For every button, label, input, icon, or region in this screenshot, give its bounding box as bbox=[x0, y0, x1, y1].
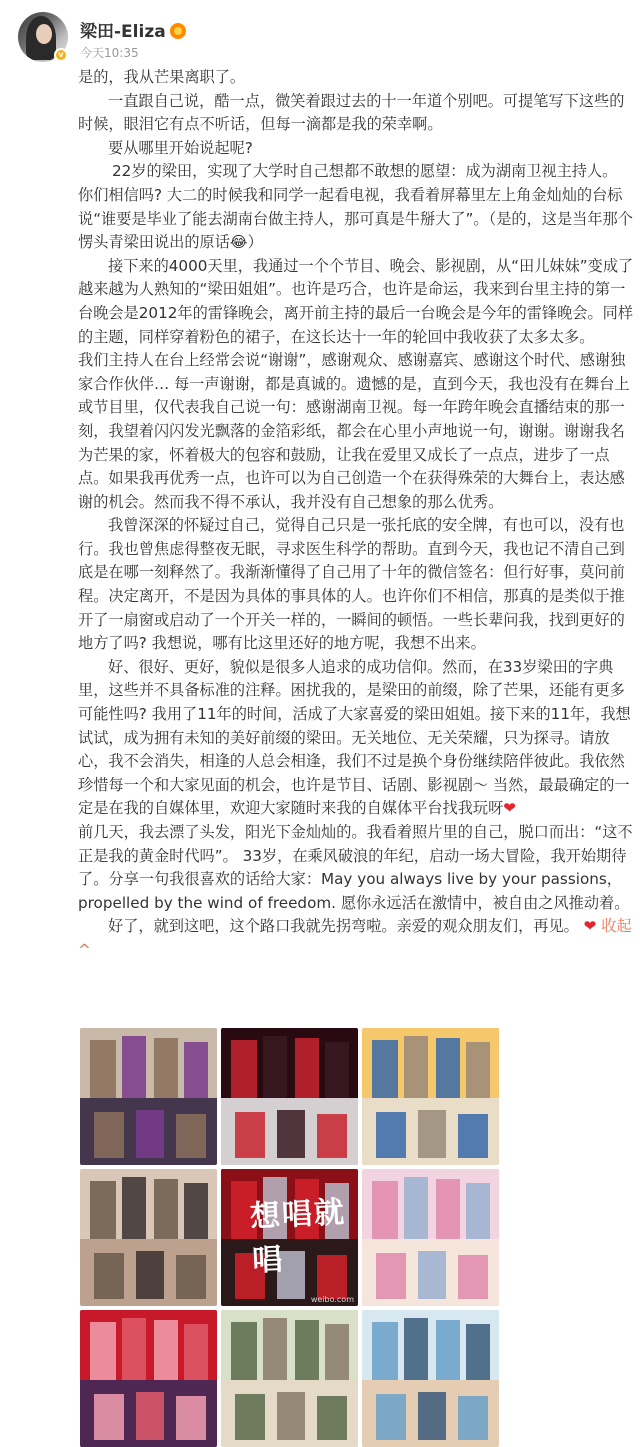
post-image[interactable] bbox=[80, 1310, 217, 1447]
post-content bbox=[78, 66, 634, 963]
post-paragraph bbox=[78, 137, 634, 161]
post-image[interactable] bbox=[221, 1028, 358, 1165]
post-paragraph bbox=[78, 821, 634, 915]
paragraph-text: 是的，我从芒果离职了。 bbox=[78, 68, 246, 86]
post-image[interactable] bbox=[221, 1169, 358, 1306]
paragraph-text: 我曾深深的怀疑过自己，觉得自己只是一张托底的安全牌，有也可以，没有也行。我也曾焦虑得整夜无眠，寻求医生科学的帮助。直到今天，我也记不清自己到底是在哪一刻释然了。我渐渐懂得了自己用了十年的微信签名：但行好事，莫问前程。决定离开，不是因为具体的事具体的人。也许你们不相信，那真的是类似于推开了一扇窗或启动了一个开关一样的，一瞬间的顿悟。一些长辈问我，找到更好的地方了吗? 我想说，哪有比这里还好的地方呢，我想不出来。 bbox=[78, 516, 625, 653]
verified-badge-icon: v bbox=[54, 48, 68, 62]
member-badge-icon bbox=[170, 23, 186, 39]
post-image[interactable] bbox=[80, 1028, 217, 1165]
paragraph-text: 我们主持人在台上经常会说“谢谢”，感谢观众、感谢嘉宾、感谢这个时代、感谢独家合作伙伴… 每一声谢谢，都是真诚的。遗憾的是，直到今天，我也没有在舞台上或节目里，仅代表我自己说一句：感谢湖南卫视。每一年跨年晚会直播结束的那一刻，我望着闪闪发光飘落的金箔彩纸，都会在心里小声地说一句，谢谢。谢谢我名为芒果的家，怀着极大的包容和鼓励，让我在爱里又成长了一点点，进步了一点点。如果我再优秀一点，也许可以为自己创造一个在获得殊荣的大舞台上，表达感谢的机会。然而我不得不承认，我并没有自己想象的那么优秀。 bbox=[78, 351, 630, 511]
post-image[interactable] bbox=[362, 1028, 499, 1165]
post-paragraph bbox=[78, 514, 634, 656]
image-watermark: weibo.com bbox=[310, 1295, 354, 1304]
heart-icon: ❤ bbox=[503, 799, 516, 818]
paragraph-text: 要从哪里开始说起呢? bbox=[108, 138, 253, 157]
post-paragraph bbox=[78, 160, 634, 254]
heart-icon: ❤ bbox=[578, 917, 602, 936]
post-paragraph bbox=[78, 255, 634, 349]
post-paragraph bbox=[78, 349, 634, 514]
post-image[interactable] bbox=[362, 1310, 499, 1447]
post-image[interactable] bbox=[362, 1169, 499, 1306]
paragraph-text: 好、很好、更好，貌似是很多人追求的成功信仰。然而，在33岁梁田的字典里，这些并不具备标准的注释。困扰我的，是梁田的前缀，除了芒果，还能有更多可能性吗? 我用了11年的时间，活成了大家喜爱的梁田姐姐。接下来的11年，我想试试，成为拥有未知的美好前缀的梁田。无关地位、无关荣耀，只为探寻。请放心，我不会消失，相逢的人总会相逢，我们不过是换个身份继续陪伴彼此。我依然珍惜每一个和大家见面的机会，也许是节目、话剧、影视剧～ 当然，最最确定的一定是在我的自媒体里，欢迎大家随时来我的自媒体平台找我玩呀 bbox=[78, 657, 631, 818]
paragraph-text: 好了，就到这吧，这个路口我就先拐弯啦。亲爱的观众朋友们，再见。 bbox=[108, 917, 579, 936]
post-image[interactable] bbox=[221, 1310, 358, 1447]
author-name[interactable] bbox=[80, 17, 186, 42]
paragraph-text: 22岁的梁田，实现了大学时自己想都不敢想的愿望：成为湖南卫视主持人。 你们相信吗? 大二的时候我和同学一起看电视，我看着屏幕里左上角金灿灿的台标说“谁要是毕业了能去湖南台做主持人，那可真是牛掰大了”。（是的，这是当年那个愣头青梁田说出的原话😂） bbox=[78, 162, 633, 252]
post-paragraph bbox=[78, 656, 634, 821]
paragraph-text: 接下来的4000天里，我通过一个个节目、晚会、影视剧，从“田儿妹妹”变成了越来越为人熟知的“梁田姐姐”。也许是巧合，也许是命运，我来到台里主持的第一台晚会是2012年的雷锋晚会，离开前主持的最后一台晚会是今年的雷锋晚会。同样的主题，同样穿着粉色的裙子，在这长达十一年的轮回中我收获了太多太多。 bbox=[78, 256, 634, 346]
paragraph-text: 一直跟自己说，酷一点，微笑着跟过去的十一年道个别吧。可提笔写下这些的时候，眼泪它有点不听话，但每一滴都是我的荣幸啊。 bbox=[78, 91, 625, 134]
paragraph-text: 前几天，我去漂了头发，阳光下金灿灿的。我看着照片里的自己，脱口而出：“这不正是我的黄金时代吗”。 33岁，在乘风破浪的年纪，启动一场大冒险，我开始期待了。分享一句我很喜欢的话给大家：May you always live by your passions，propelled by the wind of freedom. 愿你永远活在激情中，被自由之风推动着。 bbox=[78, 823, 633, 912]
collapse-label[interactable]: 收起 bbox=[601, 917, 632, 936]
post-time: 今天10:35 bbox=[80, 46, 139, 60]
post-header bbox=[18, 12, 618, 64]
post-paragraph bbox=[78, 90, 634, 137]
post-paragraph bbox=[78, 915, 634, 962]
chevron-up-icon[interactable]: ^ bbox=[78, 940, 91, 959]
post-paragraph bbox=[78, 66, 634, 90]
post-image[interactable] bbox=[80, 1169, 217, 1306]
image-caption: 想唱就唱 bbox=[249, 1194, 347, 1279]
author-name-text[interactable]: 梁田-Eliza bbox=[80, 22, 166, 42]
